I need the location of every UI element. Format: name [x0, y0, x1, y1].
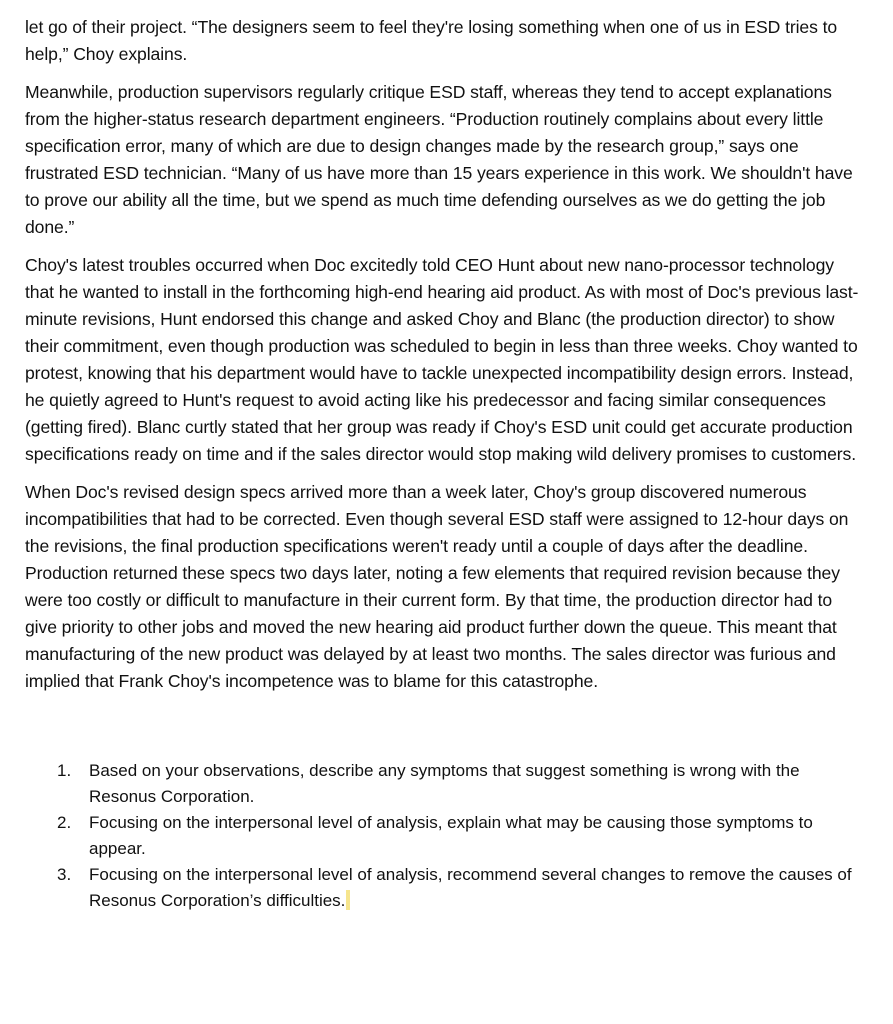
- question-number: 3.: [57, 865, 72, 884]
- question-item: [25, 810, 865, 862]
- question-number: 1.: [57, 761, 72, 780]
- paragraph-1: let go of their project. “The designers seem to feel they're losing something when one of us in ESD tries to help,” Choy explains.: [25, 17, 838, 64]
- question-item: [25, 862, 865, 914]
- question-list: [25, 758, 865, 914]
- paragraph-2: Meanwhile, production supervisors regularly critique ESD staff, whereas they tend to accept explanations from the higher-status research department engineers. “Production routinely complains about every little specification error, many of which are due to design changes made by the research group,” says one frustrated ESD technician. “Many of us have more than 15 years experience in this work. We shouldn't have to prove our ability all the time, but we spend as much time defending ourselves as we do getting the job done.”: [25, 82, 853, 237]
- question-text: Focusing on the interpersonal level of analysis, recommend several changes to remove the causes of Resonus Corporation’s difficulties.: [89, 865, 852, 910]
- document-page: [25, 14, 865, 914]
- text-cursor: [346, 890, 350, 910]
- paragraph-4: When Doc's revised design specs arrived more than a week later, Choy's group discovered numerous incompatibilities that had to be corrected. Even though several ESD staff were assigned to 12-hour days on the revisions, the final production specifications weren't ready until a couple of days after the deadline. Production returned these specs two days later, noting a few elements that required revision because they were too costly or difficult to manufacture in their current form. By that time, the production director had to give priority to other jobs and moved the new hearing aid product further down the queue. This meant that manufacturing of the new product was delayed by at least two months. The sales director was furious and implied that Frank Choy's incompetence was to blame for this catastrophe.: [25, 482, 849, 691]
- question-text: Focusing on the interpersonal level of analysis, explain what may be causing those symptoms to appear.: [89, 813, 813, 858]
- paragraph-3: Choy's latest troubles occurred when Doc excitedly told CEO Hunt about new nano-processor technology that he wanted to install in the forthcoming high-end hearing aid product. As with most of Doc's previous last-minute revisions, Hunt endorsed this change and asked Choy and Blanc (the production director) to show their commitment, even though production was scheduled to begin in less than three weeks. Choy wanted to protest, knowing that his department would have to tackle unexpected incompatibility design errors. Instead, he quietly agreed to Hunt's request to avoid acting like his predecessor and facing similar consequences (getting fired). Blanc curtly stated that her group was ready if Choy's ESD unit could get accurate production specifications ready on time and if the sales director would stop making wild delivery promises to customers.: [25, 255, 859, 464]
- question-number: 2.: [57, 813, 72, 832]
- question-item: [25, 758, 865, 810]
- question-text: Based on your observations, describe any symptoms that suggest something is wrong with the Resonus Corporation.: [89, 761, 800, 806]
